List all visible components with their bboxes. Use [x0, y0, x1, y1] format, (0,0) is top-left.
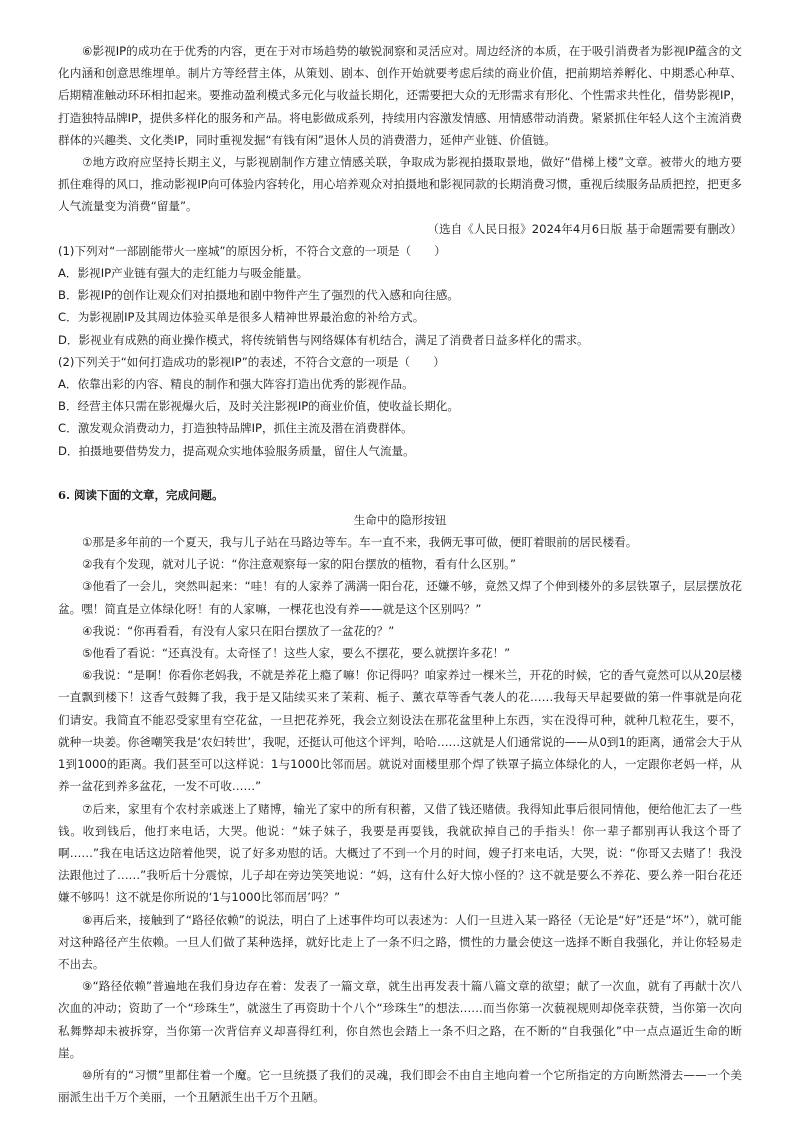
article-paragraph-9: ⑨“路径依赖”普遍地在我们身边存在着：发表了一篇文章，就生出再发表十篇八篇文章的欲望；献了一次血，就有了再献十次八次血的冲动；资助了一个“珍珠生”，就滋生了再资助十个八个“珍珠生”的想法……而当你第一次藐视规则却侥幸获赞，当你第一次向私舞弊却未被拆穿，当你第一次背信弃义却喜得红利，你自然也会踏上一条不归之路，在不断的“自我强化”中一点点逼近生命的断崖。 — [58, 979, 742, 1060]
passage-paragraph-7: ⑦地方政府应坚持长期主义，与影视剧制作方建立情感关联，争取成为影视拍摄取景地，做好“借梯上楼”文章。被带火的地方要抓住难得的风口，推动影视IP向可体验内容转化，用心培养观众对拍摄地和影视同款的长期消费习惯，重视后续服务品质把控，把更多人气流量变为消费“留量”。 — [58, 155, 742, 214]
article-paragraph-2: ②我有个发现，就对儿子说：“你注意观察每一家的阳台摆放的植物，看有什么区别。” — [82, 557, 516, 572]
question-6-heading: 6. 阅读下面的文章，完成问题。 — [58, 487, 224, 502]
article-paragraph-8: ⑧再后来，接触到了“路径依赖”的说法，明白了上述事件均可以表述为：人们一旦进入某一路径（无论是“好”还是“坏”），就可能对这种路径产生依赖。一旦人们做了某种选择，就好比走上了一条不归之路，惯性的力量会使这一选择不断自我强化，并让你轻易走不出去。 — [58, 912, 742, 971]
question-2-option-a: A．依靠出彩的内容、精良的制作和强大阵容打造出优秀的影视作品。 — [58, 377, 414, 392]
article-paragraph-1: ①那是多年前的一个夏天，我与儿子站在马路边等车。车一直不来，我俩无事可做，便盯着眼前的居民楼看。 — [82, 535, 638, 550]
article-title: 生命中的隐形按钮 — [353, 512, 447, 527]
article-paragraph-6: ⑥我说：“是啊！你看你老妈我，不就是养花上瘾了嘛！你记得吗？咱家养过一棵米兰，开花的时候，它的香气竟然可以从20层楼一直飘到楼下！这香气鼓舞了我，我于是又陆续买来了茉莉、栀子、薰衣草等香气袭人的花……我每天早起要做的第一件事就是向花们请安。我简直不能忍受家里有空花盆，一旦把花养死，我会立刻设法在那花盆里种上东西，实在没得可种，就种几粒花生，要不，就种一块姜。你爸嘲笑我是‘农妇转世’，我呢，还挺认可他这个评判，哈哈……这就是人们通常说的——从0到1的距离，通常会大于从1到1000的距离。我们甚至可以这样说：1与1000比邻而居。就说对面楼里那个焊了铁罩子搞立体绿化的人，一定跟你老妈一样，从养一盆花到养多盆花，一发不可收……” — [58, 668, 742, 794]
passage-source: （选自《人民日报》2024年4月6日版 基于命题需要有删改） — [427, 221, 742, 236]
article-paragraph-7: ⑦后来，家里有个农村亲戚迷上了赌博，输光了家中的所有积蓄，又借了钱还赌债。我得知此事后很同情他，便给他汇去了一些钱。收到钱后，他打来电话，大哭。他说：“妹子妹子，我要是再耍钱，我就砍掉自己的手指头！你一辈子都别再认我这个哥了啊……”我在电话这边陪着他哭，说了好多劝慰的话。大概过了不到一个月的时间，嫂子打来电话，大哭，说：“你哥又去赌了！我没法跟他过了……”我听后十分震惊，儿子却在旁边笑笑地说：“妈，这有什么好大惊小怪的？这不就是要么不养花、要么养一阳台花还嫌不够吗！这不就是你所说的‘1与1000比邻而居’吗？” — [58, 801, 742, 905]
question-2-option-d: D．拍摄地要借势发力，提高观众实地体验服务质量，留住人气流量。 — [58, 443, 415, 458]
document-page — [58, 40, 742, 1108]
question-2-stem: (2)下列关于“如何打造成功的影视IP”的表述，不符合文意的一项是（ ） — [58, 354, 445, 369]
question-1-option-a: A．影视IP产业链有强大的走红能力与吸金能量。 — [58, 266, 309, 281]
question-1-stem: (1)下列对“一部剧能带火一座城”的原因分析，不符合文意的一项是（ ） — [58, 243, 446, 258]
article-paragraph-4: ④我说：“你再看看，有没有人家只在阳台摆放了一盆花的？” — [82, 623, 395, 638]
question-2-option-c: C．激发观众消费动力，打造独特品牌IP，抓住主流及潜在消费群体。 — [58, 421, 413, 436]
article-paragraph-10: ⑩所有的“习惯”里都住着一个魔。它一旦统摄了我们的灵魂，我们即会不由自主地向着一个它所指定的方向断然滑去——一个美丽派生出千万个美丽，一个丑陋派生出千万个丑陋。 — [58, 1067, 742, 1105]
question-1-option-d: D．影视业有成熟的商业操作模式，将传统销售与网络媒体有机结合，满足了消费者日益多样化的需求。 — [58, 332, 589, 347]
article-paragraph-3: ③他看了一会儿，突然叫起来：“哇！有的人家养了满满一阳台花，还嫌不够，竟然又焊了个伸到楼外的多层铁罩子，层层摆放花盆。嘿！简直是立体绿化呀！有的人家嘛，一棵花也没有养——就是这个区别吗？” — [58, 579, 742, 616]
question-1-option-c: C．为影视剧IP及其周边体验买单是很多人精神世界最治愈的补给方式。 — [58, 310, 425, 325]
passage-paragraph-6: ⑥影视IP的成功在于优秀的内容，更在于对市场趋势的敏锐洞察和灵活应对。周边经济的本质，在于吸引消费者为影视IP蕴含的文化内涵和创意思维埋单。制片方等经营主体，从策划、剧本、创作开始就要考虑后续的商业价值，把前期培养孵化、中期悉心种草、后期精准触动环环相扣起来。要推动盈利模式多元化与收益长期化，还需要把大众的无形需求有形化、个性需求共性化，借势影视IP，打造独特品牌IP，提供多样化的服务和产品。将电影做成系列，持续用内容激发情感、用情感带动消费。紧紧抓住年轻人这个主流消费群体的兴趣类、文化类IP，同时重视发掘“有钱有闲”退休人员的消费潜力，延伸产业链、价值链。 — [58, 44, 742, 147]
article-paragraph-5: ⑤他看了看说：“还真没有。太奇怪了！这些人家，要么不摆花，要么就摆许多花！” — [82, 646, 511, 661]
question-2-option-b: B．经营主体只需在影视爆火后，及时关注影视IP的商业价值，使收益长期化。 — [58, 399, 459, 414]
question-1-option-b: B．影视IP的创作让观众们对拍摄地和剧中物件产生了强烈的代入感和向往感。 — [58, 288, 459, 303]
